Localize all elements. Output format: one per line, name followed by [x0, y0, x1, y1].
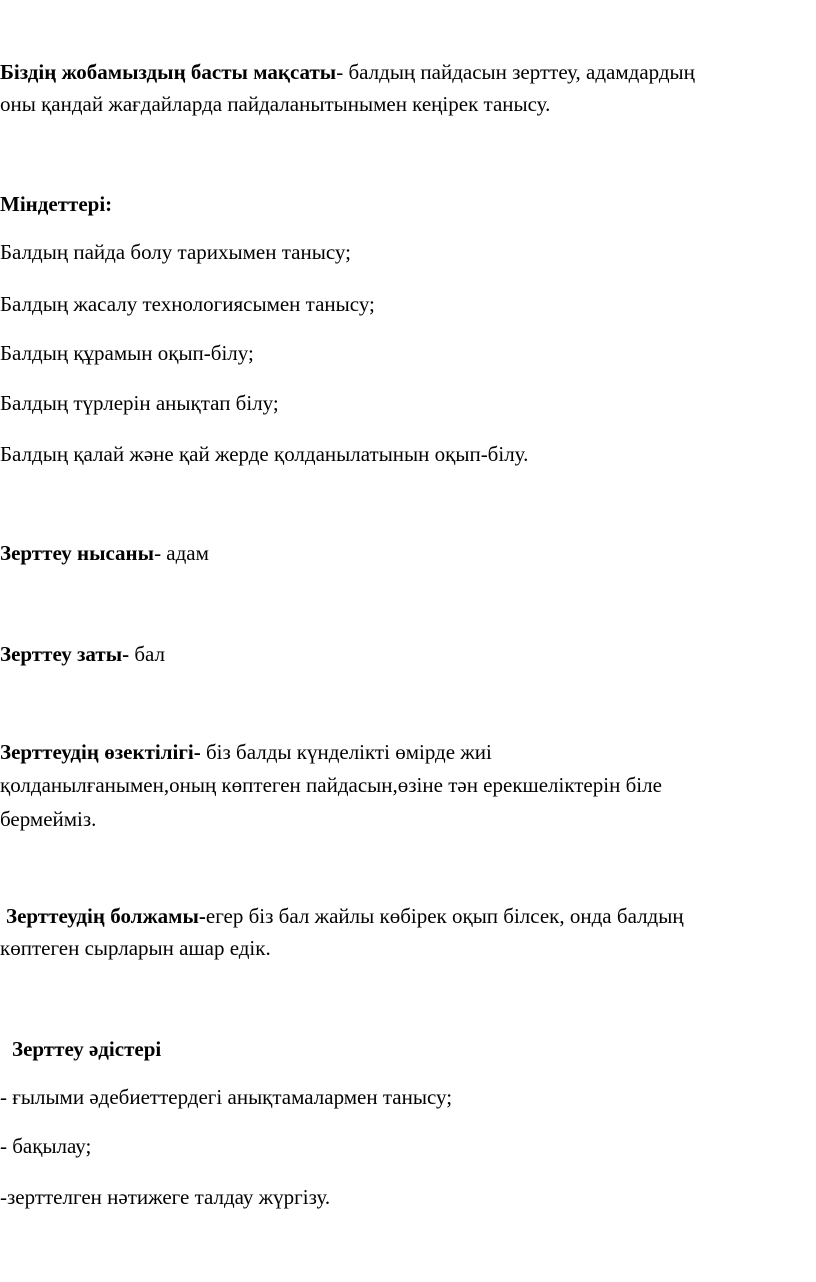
method-item: - ғылыми әдебиеттердегі анықтамалармен танысу;: [0, 1085, 453, 1109]
goal-text-line1: - балдың пайдасын зерттеу, адамдардың: [336, 60, 695, 84]
goal-label: Біздің жобамыздың басты мақсаты: [0, 60, 337, 84]
task-item: Балдың жасалу технологиясымен танысу;: [0, 292, 375, 316]
goal-text-line2: оны қандай жағдайларда пайдаланытынымен кеңірек танысу.: [0, 92, 551, 116]
methods-heading: Зерттеу әдістері: [12, 1037, 162, 1061]
task-item: Балдың қалай және қай жерде қолданылатынын оқып-білу.: [0, 442, 529, 466]
task-item: Балдың пайда болу тарихымен танысу;: [0, 240, 351, 264]
hypothesis-line1: [6, 906, 684, 927]
method-item: -зерттелген нәтижеге талдау жүргізу.: [0, 1185, 331, 1209]
subject-text: бал: [129, 642, 166, 666]
hypothesis-text-line1: егер біз бал жайлы көбірек оқып білсек, онда балдың: [205, 904, 684, 928]
task-item: Балдың түрлерін анықтап білу;: [0, 391, 279, 415]
relevance-text-line2: қолданылғанымен,оның көптеген пайдасын,өзіне тән ерекшеліктерін біле: [0, 773, 662, 797]
method-item: - бақылау;: [0, 1134, 92, 1158]
subject-label: Зерттеу заты-: [0, 642, 130, 666]
object-line: [0, 543, 209, 564]
object-label: Зерттеу нысаны: [0, 541, 155, 565]
tasks-heading: Міндеттері:: [0, 192, 113, 216]
goal-paragraph-line1: [0, 62, 695, 83]
relevance-label: Зерттеудің өзектілігі-: [0, 740, 201, 764]
relevance-text-line1: біз балды күнделікті өмірде жиі: [200, 740, 492, 764]
hypothesis-label: Зерттеудің болжамы-: [6, 904, 206, 928]
relevance-line1: [0, 742, 492, 763]
subject-line: [0, 644, 165, 665]
task-item: Балдың құрамын оқып-білу;: [0, 341, 254, 365]
hypothesis-text-line2: көптеген сырларын ашар едік.: [0, 936, 271, 960]
relevance-text-line3: бермейміз.: [0, 807, 97, 831]
object-text: - адам: [154, 541, 209, 565]
